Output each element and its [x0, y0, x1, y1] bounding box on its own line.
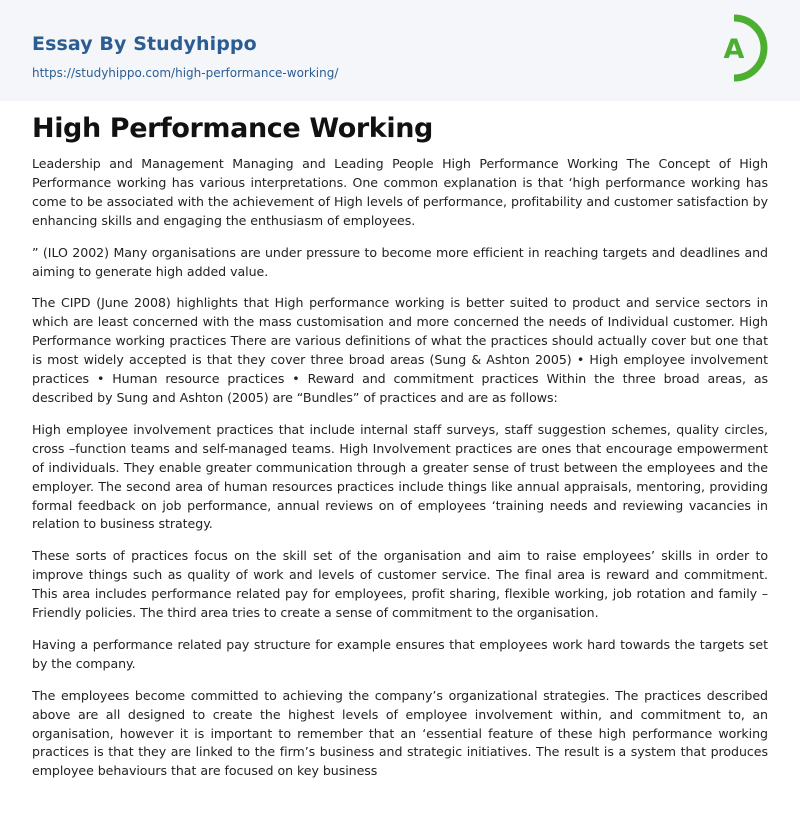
- paragraph: The employees become committed to achieving the company’s organizational strategies. The practices described above are all designed to create the highest levels of employee involvement within, and commitment to, an organisation, however it is important to remember that an ‘essential feature of these high performance working practices is that they are linked to the firm’s business and strategic initiatives. The result is a system that produces employee behaviours that are focused on key business: [32, 687, 768, 779]
- page-title: High Performance Working: [32, 113, 433, 144]
- studyhippo-logo-icon[interactable]: [712, 13, 770, 83]
- article-body: [32, 155, 768, 794]
- paragraph: Having a performance related pay structure for example ensures that employees work hard towards the targets set by the company.: [32, 636, 768, 671]
- logo-letter: A: [723, 34, 745, 65]
- paragraph: Leadership and Management Managing and Leading People High Performance Working The Concept of High Performance working has various interpretations. One common explanation is that ‘high performance working has come to be associated with the achievement of High levels of performance, profitability and customer satisfaction by enhancing skills and engaging the enthusiasm of employees.: [32, 156, 768, 228]
- source-url-link[interactable]: https://studyhippo.com/high-performance-working/: [32, 66, 339, 80]
- paragraph: High employee involvement practices that include internal staff surveys, staff suggestion schemes, quality circles, cross –function teams and self-managed teams. High Involvement practices are ones that encourage empowerment of individuals. They enable greater communication through a greater sense of trust between the employees and the employer. The second area of human resources practices include things like annual appraisals, mentoring, providing formal feedback on job performance, annual reviews on of employees ‘training needs and reviewing vacancies in relation to business strategy.: [32, 421, 768, 532]
- site-brand[interactable]: Essay By Studyhippo: [32, 33, 257, 55]
- page-header: [0, 0, 800, 101]
- paragraph: ” (ILO 2002) Many organisations are under pressure to become more efficient in reaching targets and deadlines and aiming to generate high added value.: [32, 244, 768, 279]
- paragraph: These sorts of practices focus on the skill set of the organisation and aim to raise employees’ skills in order to improve things such as quality of work and levels of customer service. The final area is reward and commitment. This area includes performance related pay for employees, profit sharing, flexible working, job rotation and family – Friendly policies. The third area tries to create a sense of commitment to the organisation.: [32, 548, 768, 621]
- paragraph: The CIPD (June 2008) highlights that High performance working is better suited to product and service sectors in which are least concerned with the mass customisation and more concerned the needs of Individual customer. High Performance working practices There are various definitions of what the practices should actually cover but one that is most widely accepted is that they cover three broad areas (Sung & Ashton 2005) • High employee involvement practices • Human resource practices • Reward and commitment practices Within the three broad areas, as described by Sung and Ashton (2005) are “Bundles” of practices and are as follows:: [32, 295, 768, 405]
